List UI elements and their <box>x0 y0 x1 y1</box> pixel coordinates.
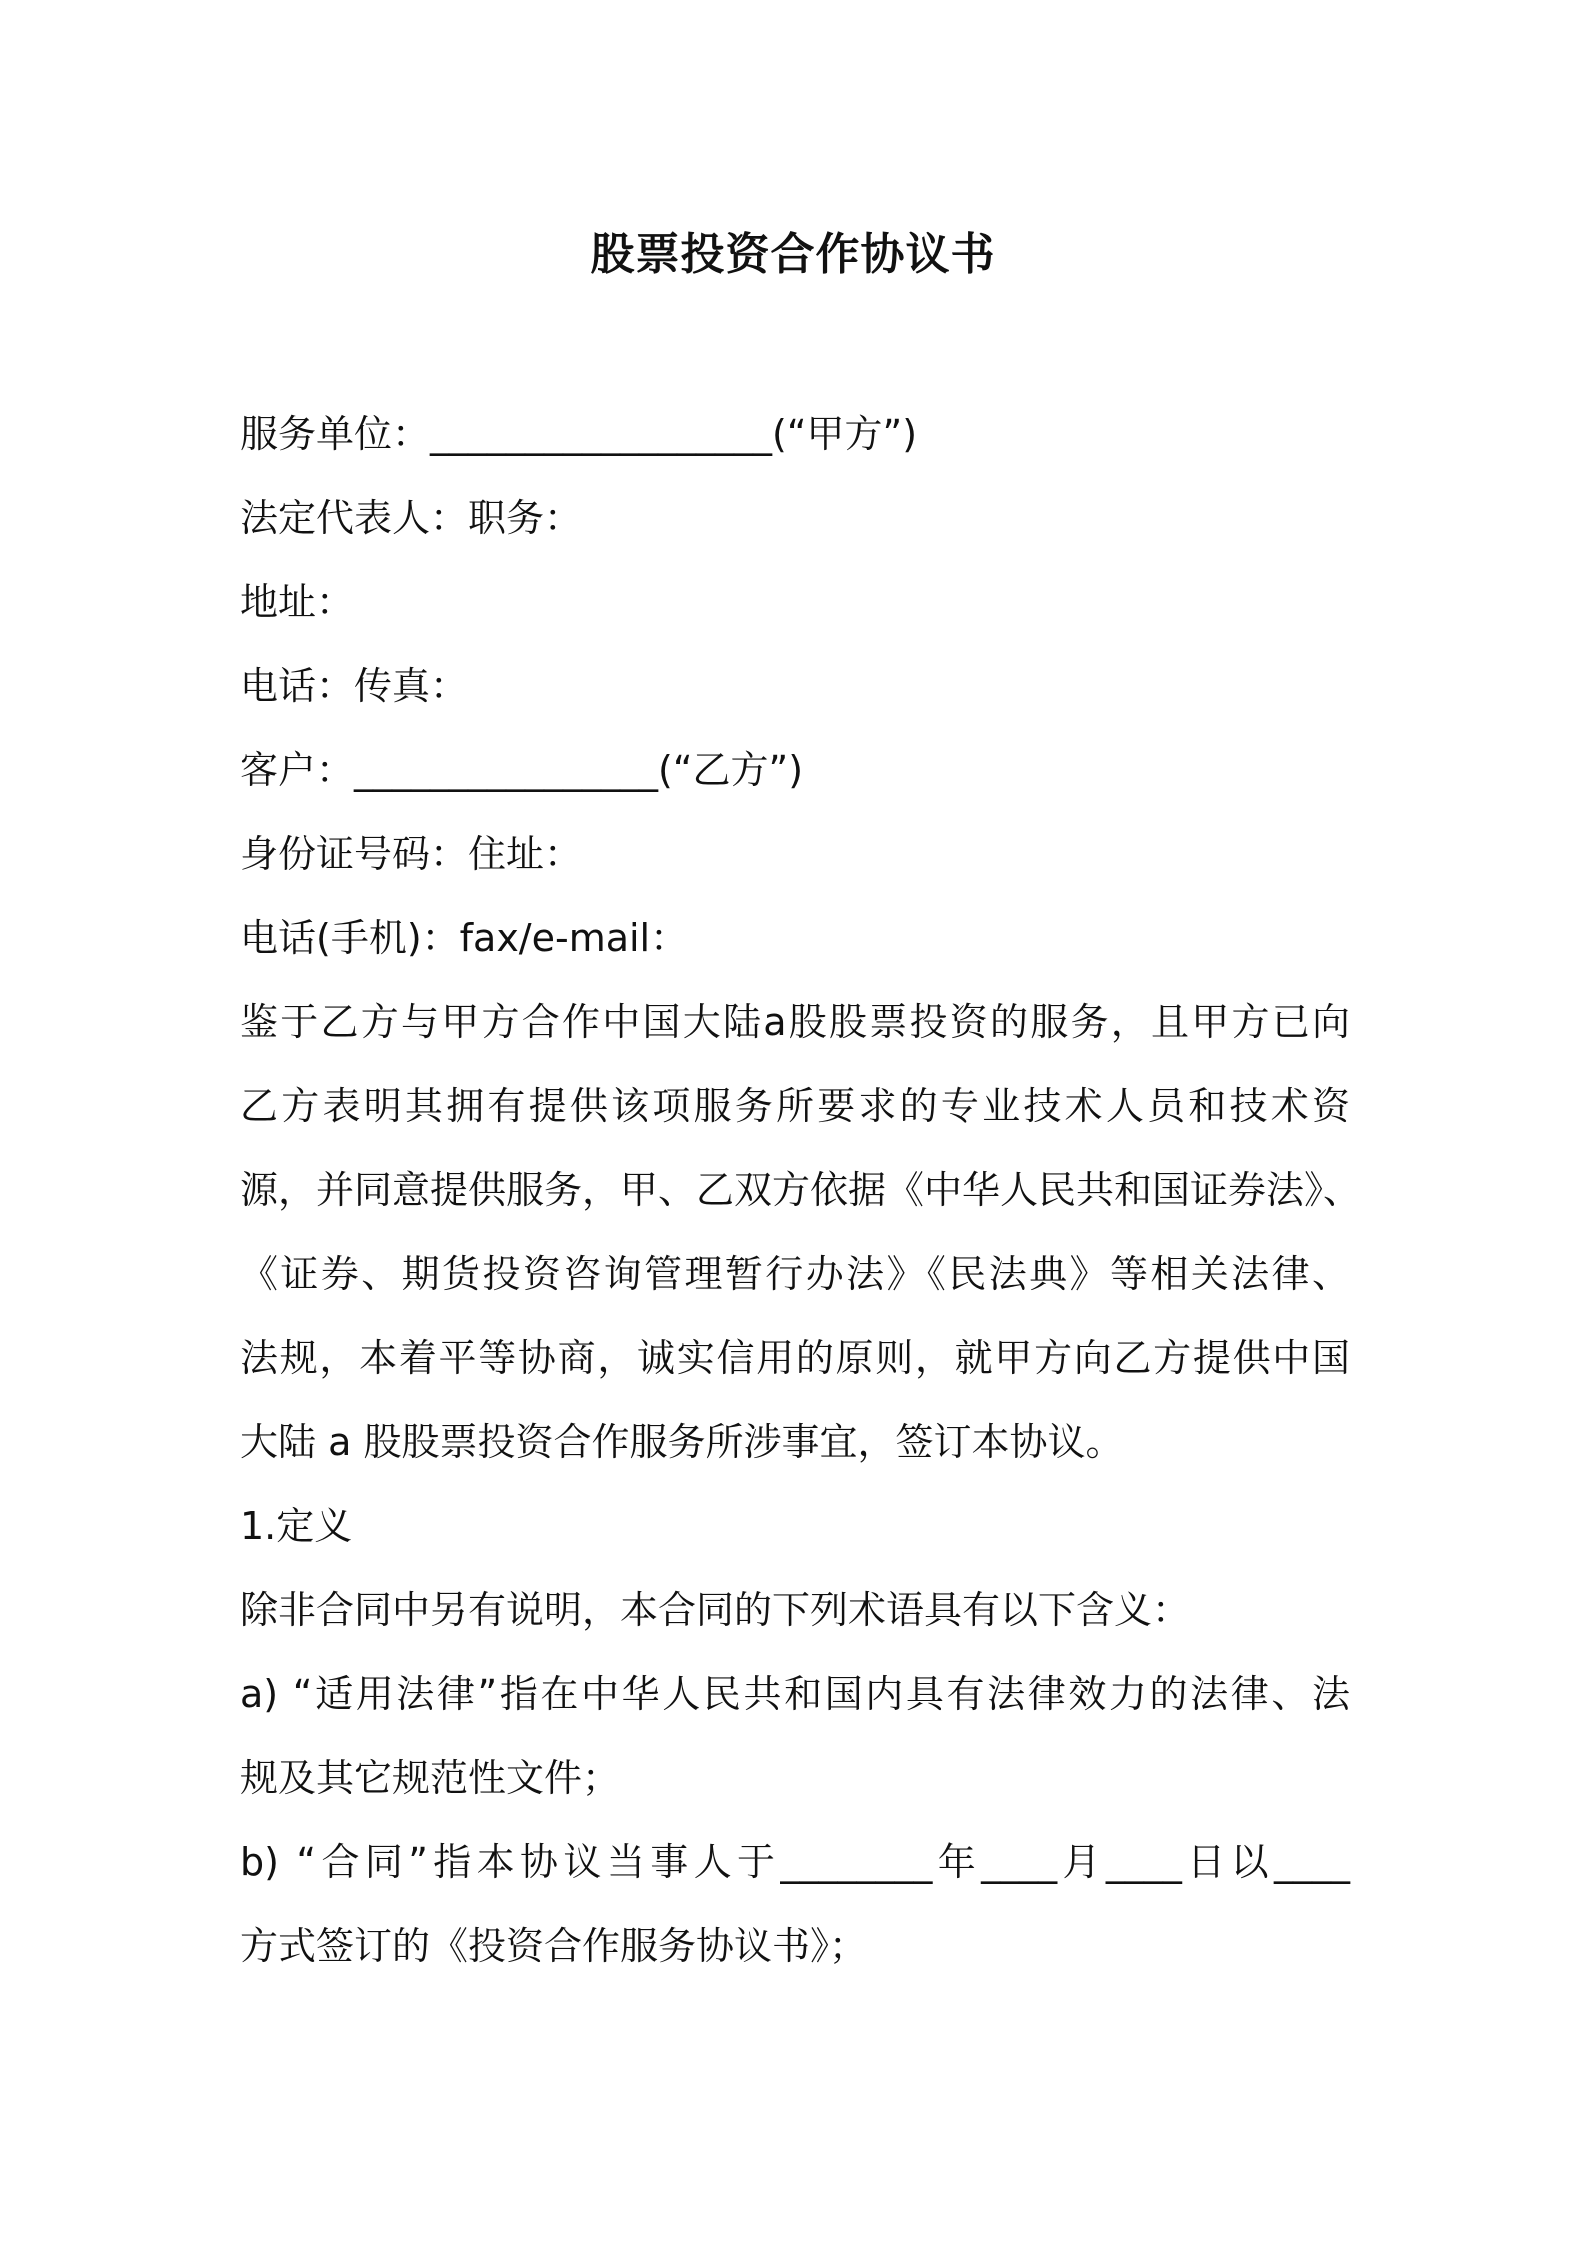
preamble-line: 乙方表明其拥有提供该项服务所要求的专业技术人员和技术资 <box>240 1084 1350 1128</box>
definitions-intro: 除非合同中另有说明，本合同的下列术语具有以下含义： <box>240 1588 1191 1632</box>
definition-item: a) “适用法律”指在中华人民共和国内具有法律效力的法律、法 <box>240 1672 1350 1716</box>
section-heading-definitions: 1.定义 <box>240 1504 353 1548</box>
party-a-phone-fax: 电话：传真： <box>240 664 469 708</box>
preamble-line: 大陆 a 股股票投资合作服务所涉事宜，签订本协议。 <box>240 1420 1124 1464</box>
preamble-line: 法规，本着平等协商，诚实信用的原则，就甲方向乙方提供中国 <box>240 1336 1350 1380</box>
preamble-line: 《证券、期货投资咨询管理暂行办法》《民法典》等相关法律、 <box>240 1252 1350 1296</box>
document-title: 股票投资合作协议书 <box>590 229 996 280</box>
party-b-id-address: 身份证号码：住址： <box>240 832 583 876</box>
preamble-line: 鉴于乙方与甲方合作中国大陆a股股票投资的服务，且甲方已向 <box>240 1000 1350 1044</box>
definition-item: b) “合同”指本协议当事人于________年____月____日以____ <box>240 1840 1350 1884</box>
definition-item: 规及其它规范性文件； <box>240 1756 621 1800</box>
definition-item: 方式签订的《投资合作服务协议书》； <box>240 1924 868 1968</box>
party-a-address: 地址： <box>240 580 355 624</box>
party-a-service-unit: 服务单位：__________________(“甲方”) <box>240 412 918 456</box>
party-b-phone-email: 电话(手机)：fax/e-mail： <box>240 916 689 960</box>
preamble-line: 源，并同意提供服务，甲、乙双方依据《中华人民共和国证券法》、 <box>240 1168 1362 1212</box>
party-b-client: 客户：________________(“乙方”) <box>240 748 804 792</box>
party-a-legal-representative: 法定代表人：职务： <box>240 496 583 540</box>
